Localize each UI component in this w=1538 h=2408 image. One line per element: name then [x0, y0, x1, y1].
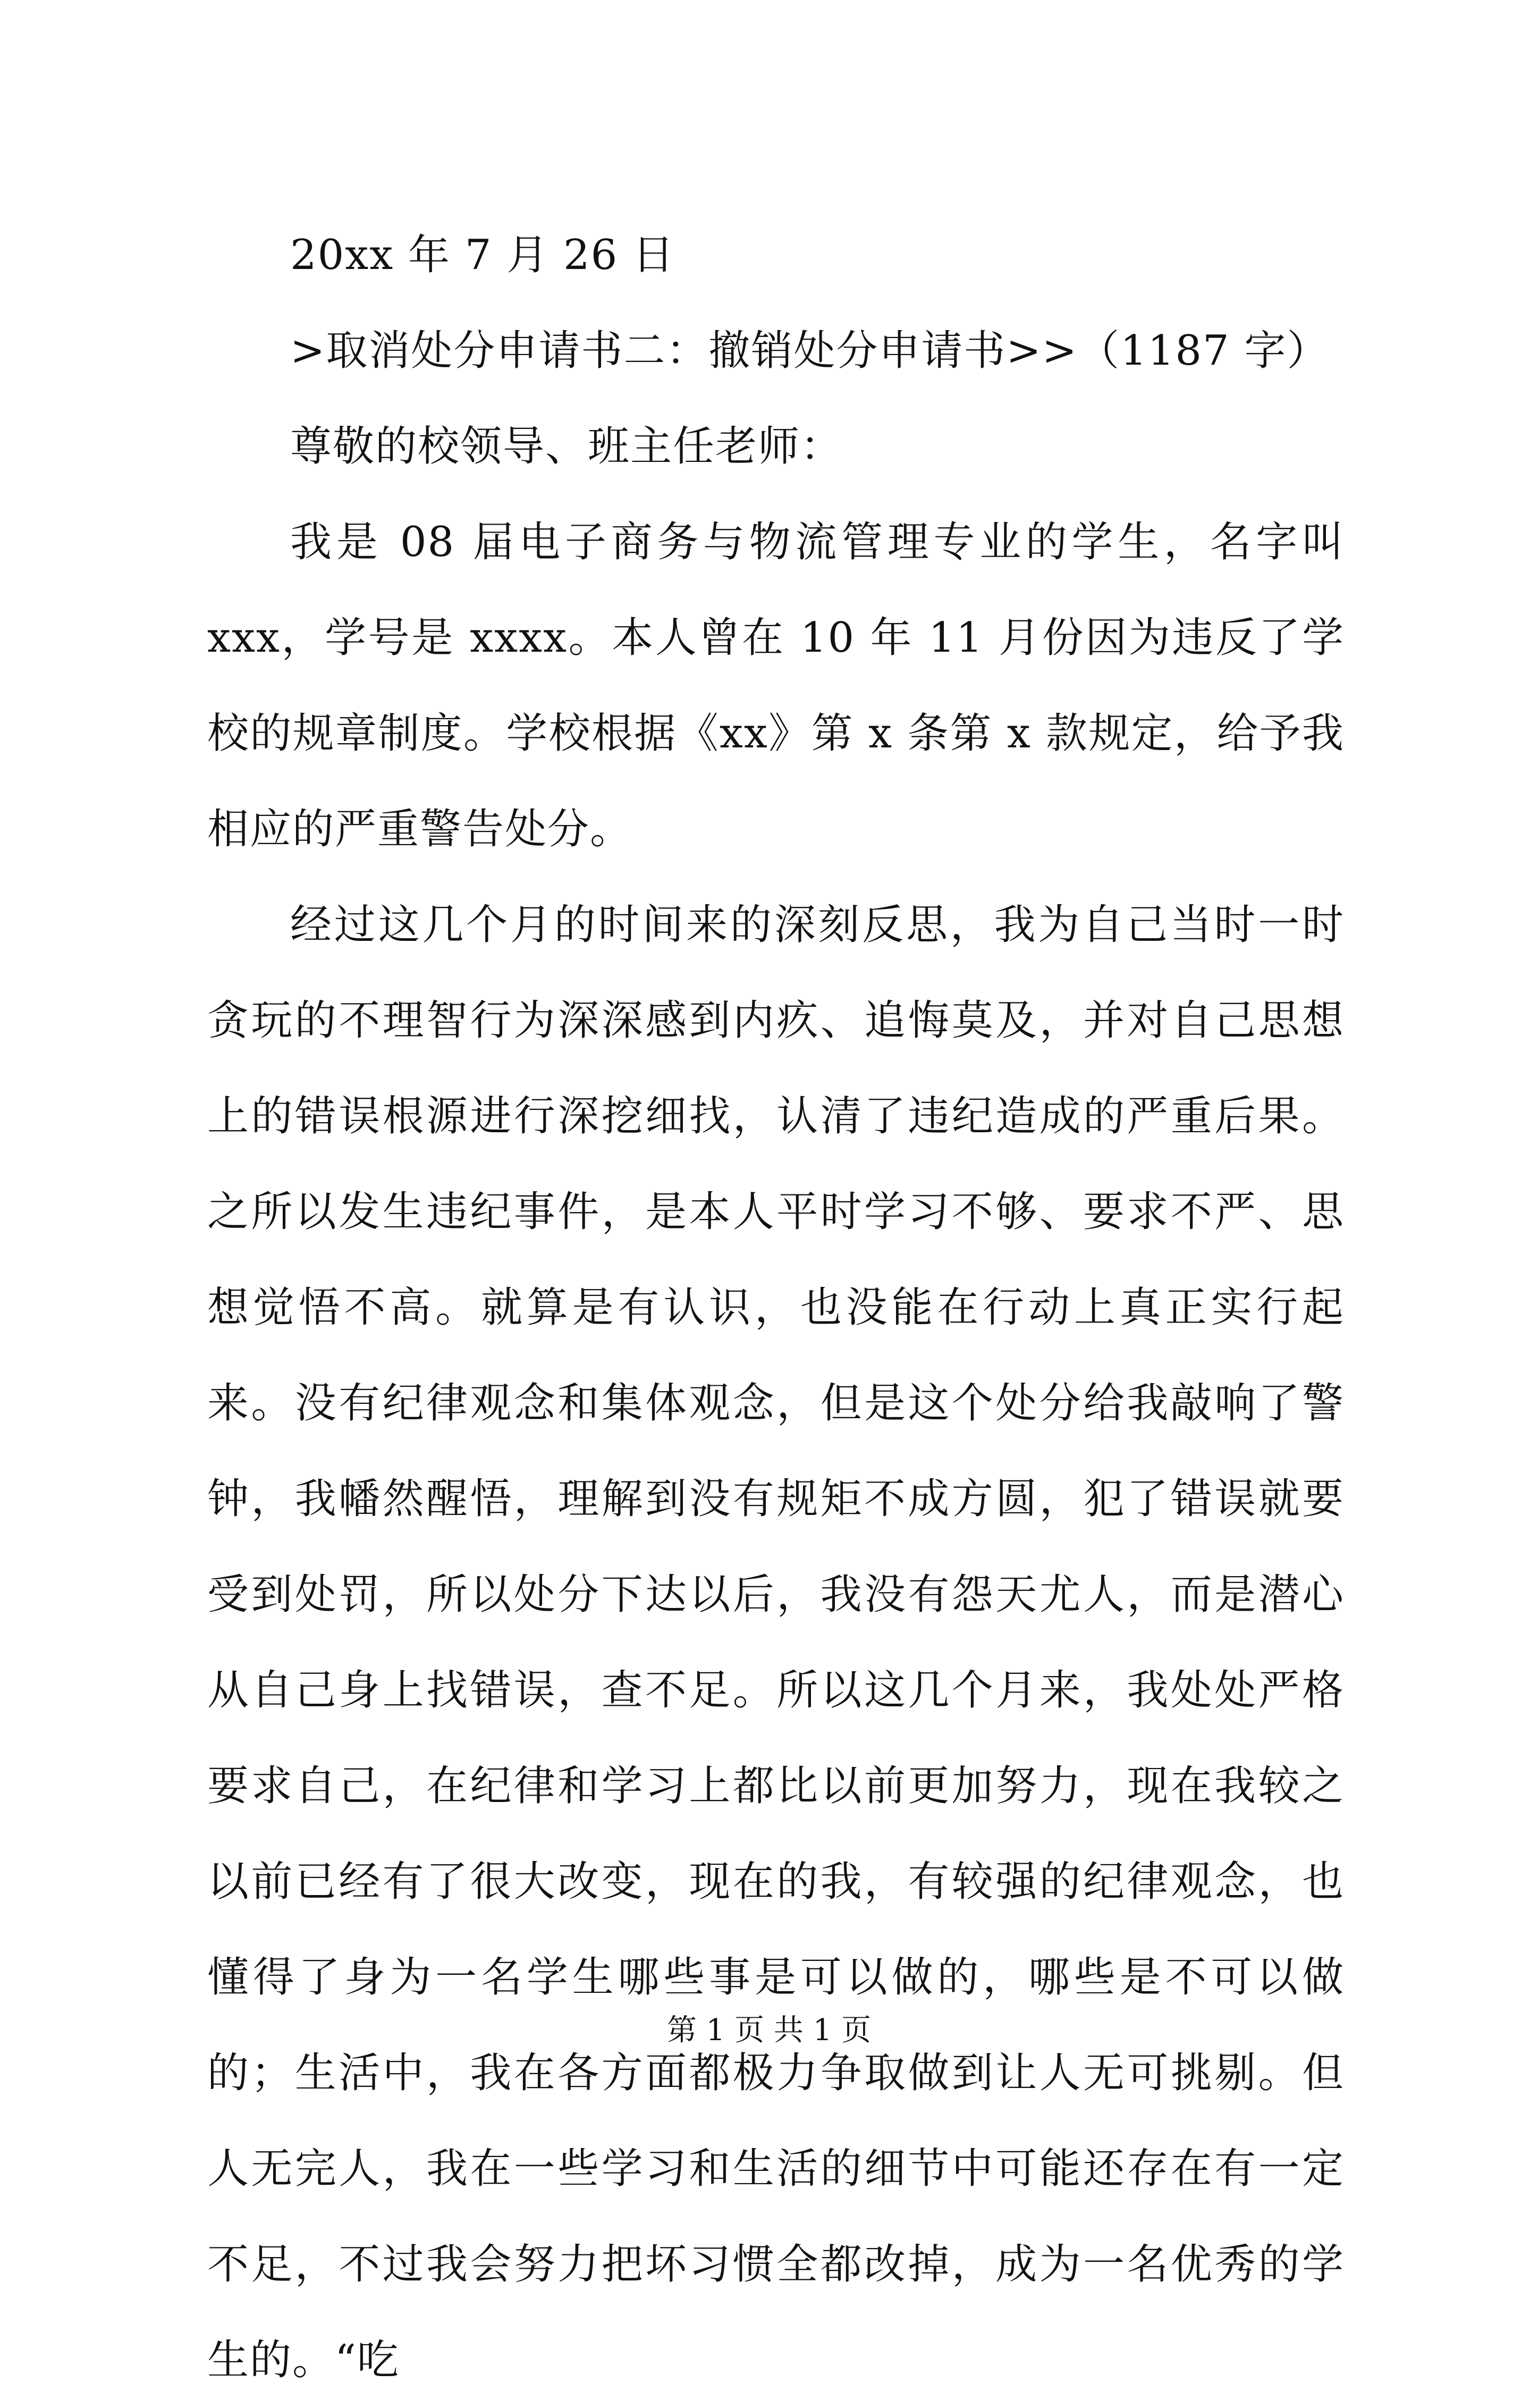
page-footer: 第 1 页 共 1 页	[666, 2013, 872, 2048]
document-body	[207, 207, 1345, 2408]
body-paragraph: 我是 08 届电子商务与物流管理专业的学生，名字叫 xxx，学号是 xxxx。本人曾在 10 年 11 月份因为违反了学校的规章制度。学校根据《xx》第 x 条第 x 款规定，给予我相应的严重警告处分。	[207, 518, 1345, 853]
body-paragraph: 经过这几个月的时间来的深刻反思，我为自己当时一时贪玩的不理智行为深深感到内疚、追悔莫及，并对自己思想上的错误根源进行深挖细找，认清了违纪造成的严重后果。之所以发生违纪事件，是本人平时学习不够、要求不严、思想觉悟不高。就算是有认识，也没能在行动上真正实行起来。没有纪律观念和集体观念，但是这个处分给我敲响了警钟，我幡然醒悟，理解到没有规矩不成方圆，犯了错误就要受到处罚，所以处分下达以后，我没有怨天尤人，而是潜心从自己身上找错误，查不足。所以这几个月来，我处处严格要求自己，在纪律和学习上都比以前更加努力，现在我较之以前已经有了很大改变，现在的我，有较强的纪律观念，也懂得了身为一名学生哪些事是可以做的，哪些是不可以做的；生活中，我在各方面都极力争取做到让人无可挑剔。但人无完人，我在一些学习和生活的细节中可能还存在有一定不足，不过我会努力把坏习惯全都改掉，成为一名优秀的学生的。“吃	[207, 901, 1345, 2384]
salutation: 尊敬的校领导、班主任老师：	[290, 423, 843, 470]
document-title-line: >取消处分申请书二：撤销处分申请书>>（1187 字）	[290, 327, 1330, 375]
date-line: 20xx 年 7 月 26 日	[290, 231, 675, 279]
